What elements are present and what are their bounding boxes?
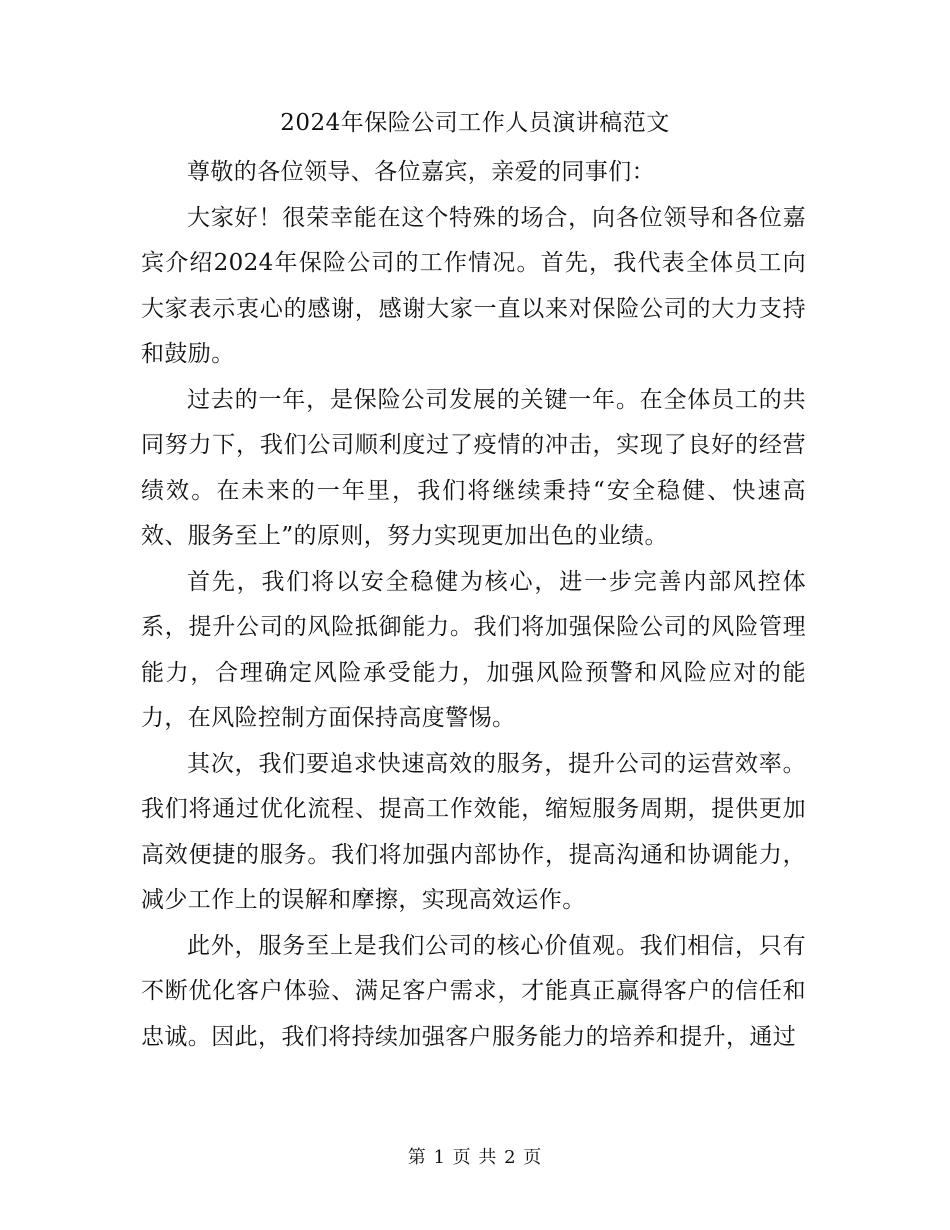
greeting-paragraph: 大家好！很荣幸能在这个特殊的场合，向各位领导和各位嘉宾介绍2024年保险公司的工作情况。首先，我代表全体员工向大家表示衷心的感谢，感谢大家一直以来对保险公司的大力支持和鼓励。 <box>141 204 806 367</box>
document-body <box>141 150 806 1060</box>
efficiency-paragraph: 其次，我们要追求快速高效的服务，提升公司的运营效率。我们将通过优化流程、提高工作效能，缩短服务周期，提供更加高效便捷的服务。我们将加强内部协作，提高沟通和协调能力，减少工作上的误解和摩擦，实现高效运作。 <box>141 750 806 913</box>
past-year-paragraph: 过去的一年，是保险公司发展的关键一年。在全体员工的共同努力下，我们公司顺利度过了疫情的冲击，实现了良好的经营绩效。在未来的一年里，我们将继续秉持“安全稳健、快速高效、服务至上”的原则，努力实现更加出色的业绩。 <box>141 386 806 549</box>
service-paragraph: 此外，服务至上是我们公司的核心价值观。我们相信，只有不断优化客户体验、满足客户需求，才能真正赢得客户的信任和忠诚。因此，我们将持续加强客户服务能力的培养和提升，通过 <box>141 932 806 1050</box>
salutation-paragraph: 尊敬的各位领导、各位嘉宾，亲爱的同事们： <box>187 159 655 185</box>
risk-control-paragraph: 首先，我们将以安全稳健为核心，进一步完善内部风控体系，提升公司的风险抵御能力。我们将加强保险公司的风险管理能力，合理确定风险承受能力，加强风险预警和风险应对的能力，在风险控制方面保持高度警惕。 <box>141 568 806 731</box>
page-number-footer: 第 1 页 共 2 页 <box>407 1147 543 1168</box>
document-title: 2024年保险公司工作人员演讲稿范文 <box>280 110 670 136</box>
